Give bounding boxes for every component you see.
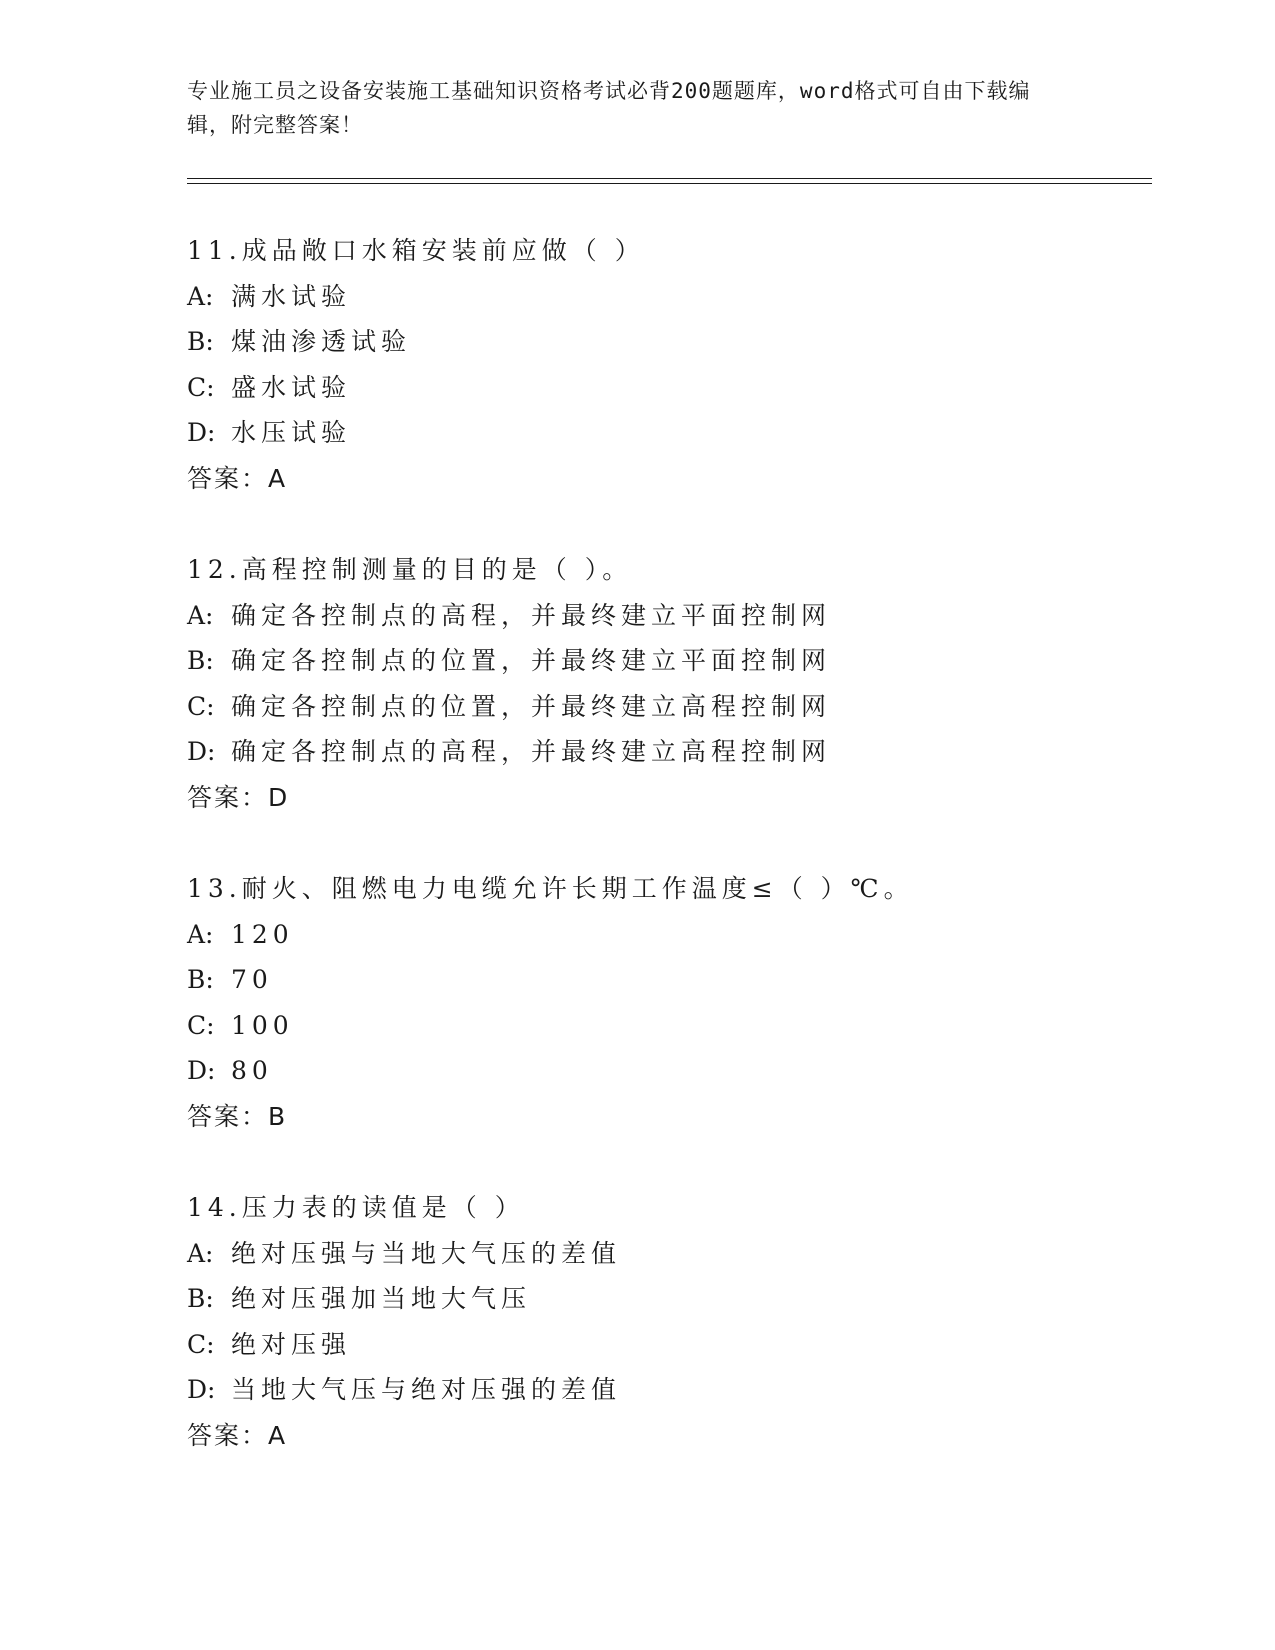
option-d [187,729,1147,775]
option-letter: D: [187,418,216,447]
answer-line: 答案：B [187,1101,288,1131]
option-letter: C: [187,1010,215,1040]
option-b [187,319,1147,365]
option-text: 当地大气压与绝对压强的差值 [231,1375,622,1404]
question-block [187,1185,1147,1458]
option-d [187,1367,1147,1413]
option-c [187,1003,1147,1049]
option-letter: A: [187,919,214,949]
option-letter: C: [187,1329,215,1359]
answer-line: 答案：A [187,463,288,493]
option-text: 确定各控制点的位置，并最终建立平面控制网 [231,646,832,675]
option-text: 绝对压强与当地大气压的差值 [231,1238,622,1268]
option-d [187,1048,1147,1094]
option-letter: B: [187,646,214,675]
option-letter: D: [187,1056,216,1085]
question-block [187,866,1147,1139]
option-letter: D: [187,1375,216,1404]
option-letter: D: [187,737,216,766]
option-c [187,365,1147,411]
option-d [187,410,1147,456]
answer-line: 答案：D [187,782,290,812]
option-letter: B: [187,1284,214,1313]
option-b [187,638,1147,684]
option-a [187,274,1147,320]
option-text: 120 [231,919,294,949]
option-text: 煤油渗透试验 [231,327,412,356]
question-block [187,547,1147,820]
answer-line: 答案：A [187,1420,288,1450]
option-a [187,593,1147,639]
option-a [187,1231,1147,1277]
option-text: 满水试验 [231,281,352,311]
option-text: 80 [231,1056,273,1085]
option-text: 绝对压强加当地大气压 [231,1284,532,1313]
option-text: 绝对压强 [231,1329,352,1359]
question-stem: 11.成品敞口水箱安装前应做（ ） [187,236,645,265]
option-a [187,912,1147,958]
option-text: 确定各控制点的高程，并最终建立平面控制网 [231,600,832,630]
question-stem: 12.高程控制测量的目的是（ ）。 [187,555,633,584]
header-divider-bottom [187,183,1152,184]
option-text: 确定各控制点的高程，并最终建立高程控制网 [231,737,832,766]
option-text: 70 [231,965,273,994]
option-letter: B: [187,965,214,994]
option-c [187,1322,1147,1368]
option-letter: C: [187,691,215,721]
option-letter: C: [187,372,215,402]
option-letter: A: [187,281,214,311]
question-stem: 14.压力表的读值是（ ） [187,1193,525,1222]
option-letter: B: [187,327,214,356]
document-intro: 专业施工员之设备安装施工基础知识资格考试必背200题题库，word格式可自由下载编辑，附完整答案！ [187,79,1031,137]
option-text: 盛水试验 [231,372,352,402]
header-divider-top [187,178,1152,179]
option-text: 100 [231,1010,294,1040]
option-b [187,957,1147,1003]
question-block [187,228,1147,501]
option-letter: A: [187,1238,214,1268]
option-b [187,1276,1147,1322]
option-c [187,684,1147,730]
option-text: 确定各控制点的位置，并最终建立高程控制网 [231,691,832,721]
option-text: 水压试验 [231,418,352,447]
option-letter: A: [187,600,214,630]
question-stem: 13.耐火、阻燃电力电缆允许长期工作温度≤（ ）℃。 [187,874,914,903]
